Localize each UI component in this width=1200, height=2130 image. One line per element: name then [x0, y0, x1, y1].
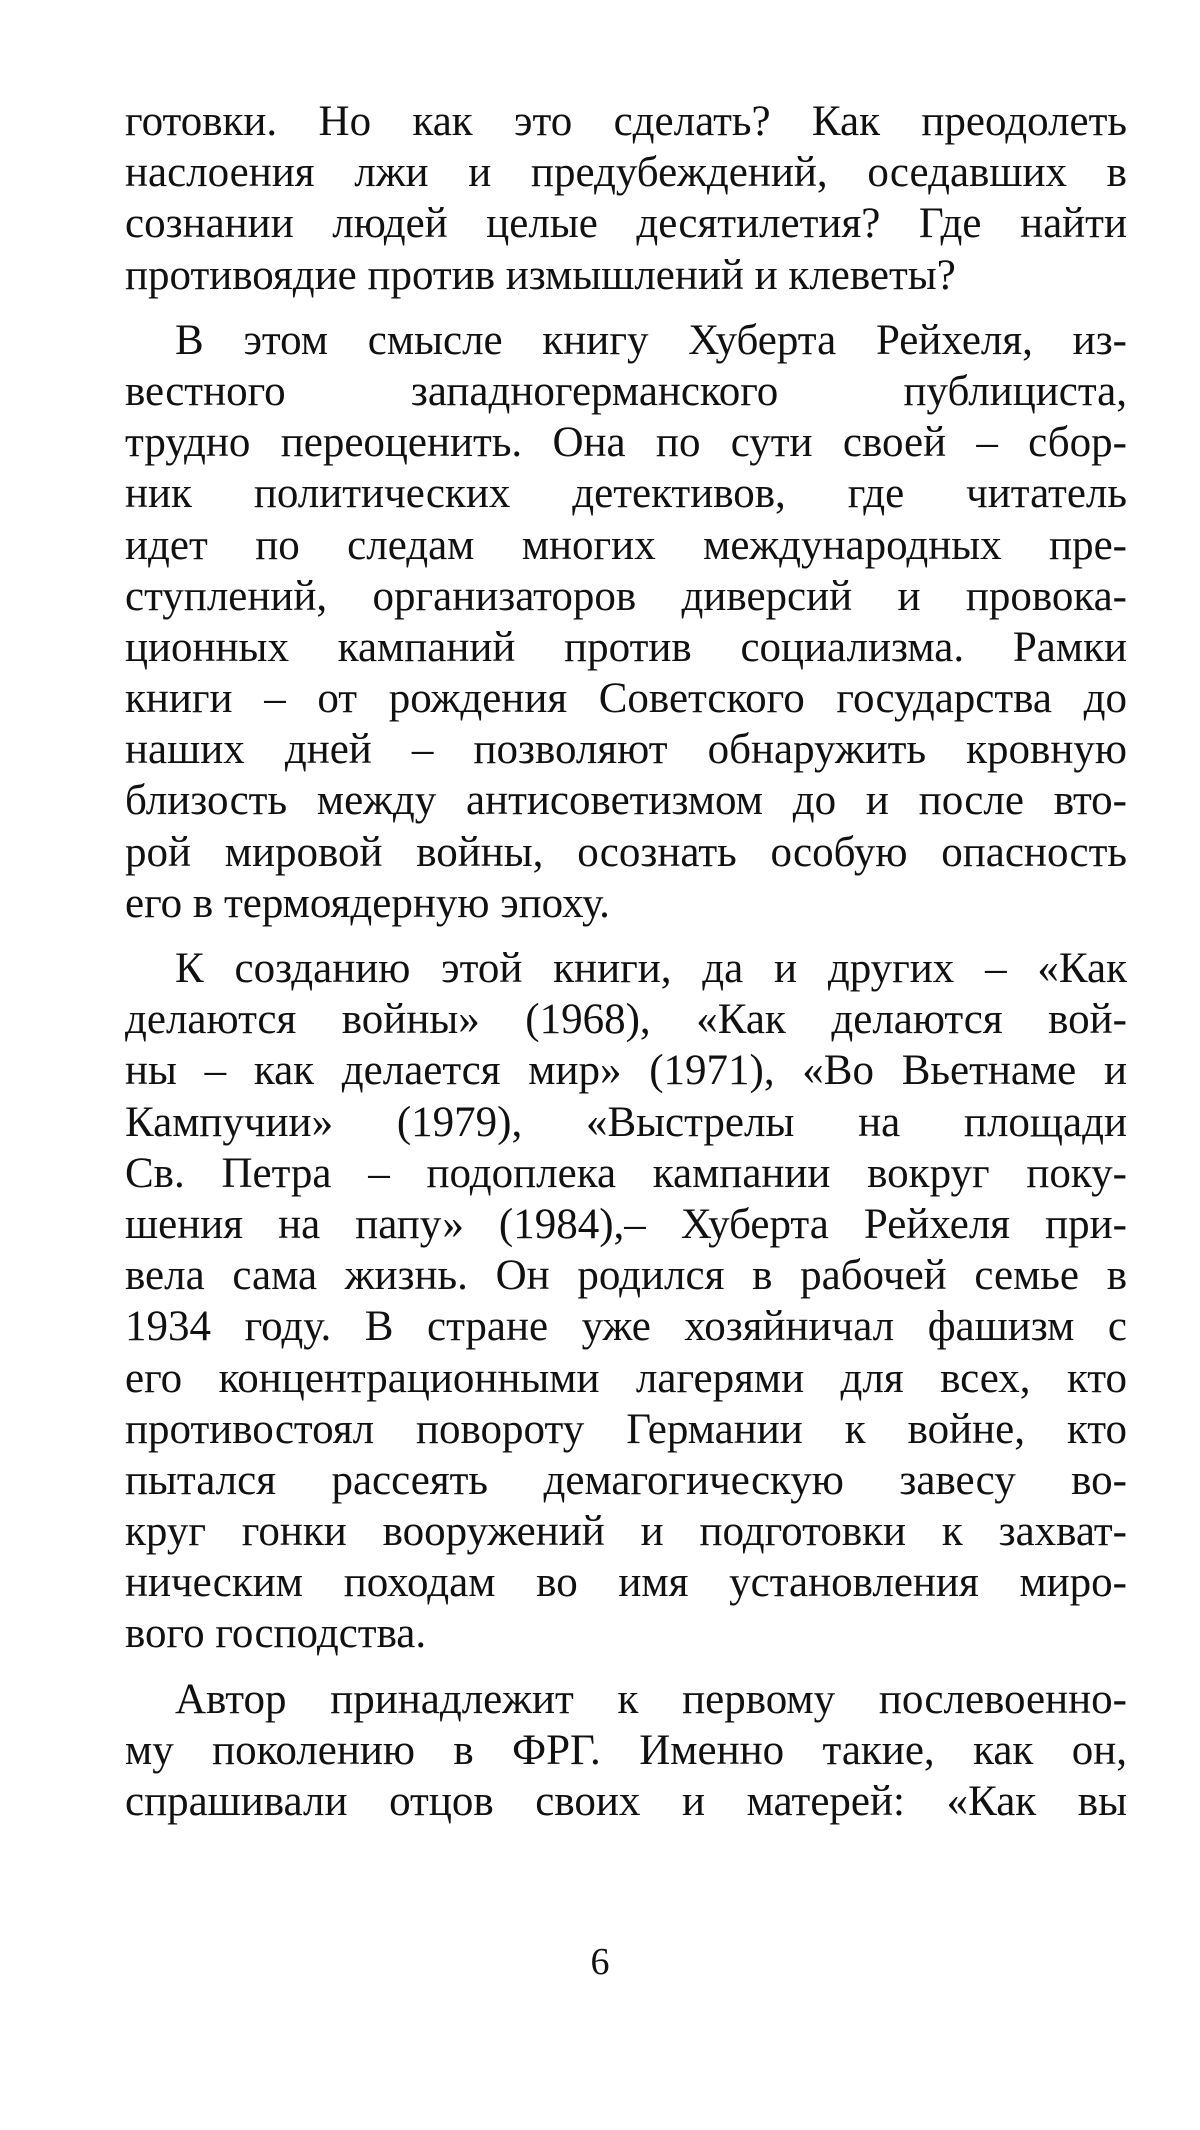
text-line: пытался рассеять демагогическую завесу во-: [125, 1456, 1127, 1504]
text-line: ступлений, организаторов диверсий и провока-: [125, 572, 1127, 620]
page-number: 6: [590, 1941, 610, 1983]
text-line: готовки. Но как это сделать? Как преодолеть: [125, 98, 1127, 145]
paragraph: [125, 1674, 1127, 1828]
text-line: наслоения лжи и предубеждений, оседавших в: [125, 149, 1127, 197]
text-line: его в термоядерную эпоху.: [125, 879, 610, 927]
paragraph: [125, 96, 1127, 301]
text-line: шения на папу» (1984),– Хуберта Рейхеля при-: [125, 1200, 1127, 1248]
paragraph: [125, 315, 1127, 929]
text-line: вела сама жизнь. Он родился в рабочей семье в: [125, 1252, 1127, 1300]
body-text: [125, 96, 1127, 1827]
text-line: ник политических детективов, где читатель: [125, 470, 1127, 518]
text-line: вого господства.: [125, 1610, 427, 1658]
text-line: 1934 году. В стране уже хозяйничал фашизм с: [125, 1303, 1127, 1351]
paragraph-gap: [125, 1660, 1127, 1674]
text-line: его концентрационными лагерями для всех, кто: [125, 1354, 1127, 1402]
text-line: близость между антисоветизмом до и после вто-: [125, 777, 1127, 825]
paragraph-gap: [125, 929, 1127, 943]
text-line: рой мировой войны, осознать особую опасность: [125, 828, 1127, 876]
text-line: му поколению в ФРГ. Именно такие, как он,: [125, 1726, 1127, 1774]
text-line: делаются войны» (1968), «Как делаются вой-: [125, 996, 1127, 1044]
text-line: противостоял повороту Германии к войне, кто: [125, 1405, 1127, 1453]
text-line: спрашивали отцов своих и матерей: «Как вы: [125, 1778, 1127, 1825]
text-line: Автор принадлежит к первому послевоенно-: [175, 1675, 1127, 1723]
text-line: Кампучии» (1979), «Выстрелы на площади: [125, 1098, 1127, 1146]
text-line: круг гонки вооружений и подготовки к захват-: [125, 1508, 1127, 1556]
text-line: идет по следам многих международных пре-: [125, 521, 1127, 569]
text-line: книги – от рождения Советского государства до: [125, 675, 1127, 723]
text-line: наших дней – позволяют обнаружить кровную: [125, 726, 1127, 774]
paragraph-gap: [125, 301, 1127, 315]
text-line: В этом смысле книгу Хуберта Рейхеля, из-: [175, 316, 1127, 364]
text-line: К созданию этой книги, да и других – «Как: [175, 945, 1127, 992]
text-line: ническим походам во имя установления миро-: [125, 1559, 1127, 1607]
text-line: трудно переоценить. Она по сути своей – сбор-: [125, 419, 1127, 467]
text-line: ционных кампаний против социализма. Рамки: [125, 623, 1127, 671]
text-line: вестного западногерманского публициста,: [125, 367, 1127, 415]
text-line: противоядие против измышлений и клеветы?: [125, 251, 956, 299]
text-line: сознании людей целые десятилетия? Где найти: [125, 200, 1127, 248]
text-line: Св. Петра – подоплека кампании вокруг поку-: [125, 1149, 1127, 1197]
paragraph: [125, 943, 1127, 1660]
text-line: ны – как делается мир» (1971), «Во Вьетнаме и: [125, 1047, 1127, 1095]
